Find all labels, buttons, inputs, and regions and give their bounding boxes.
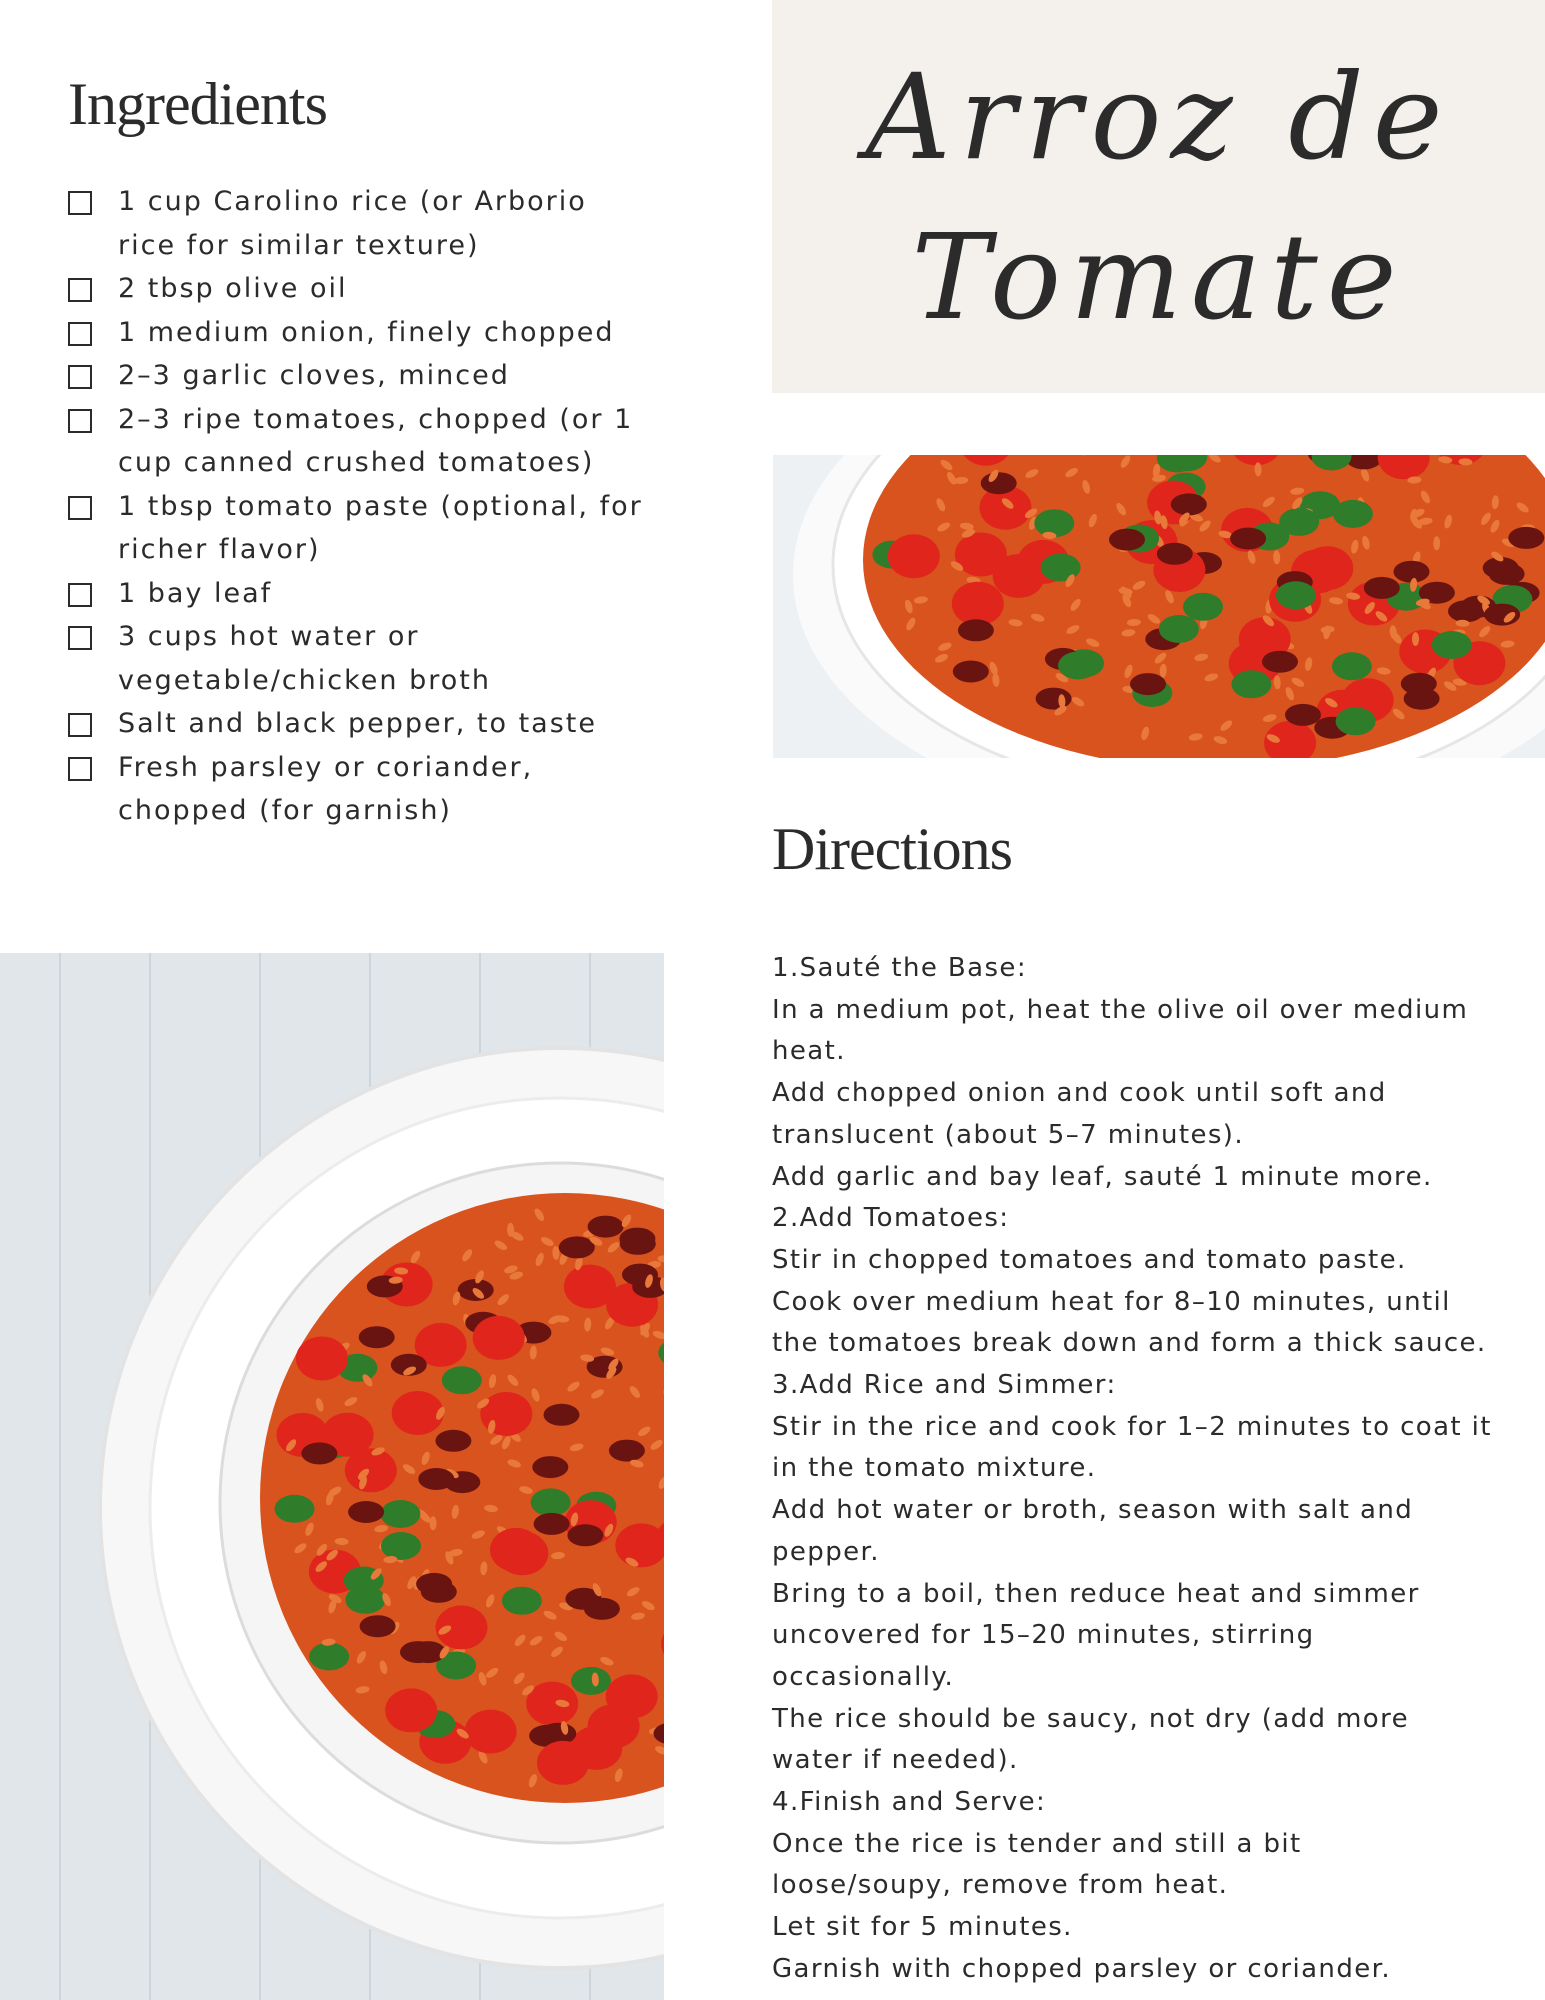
herb-piece xyxy=(1231,670,1271,698)
ingredient-item xyxy=(68,180,668,267)
ingredients-heading: Ingredients xyxy=(68,71,327,137)
ingredient-text xyxy=(118,180,658,267)
ingredients-list xyxy=(68,180,668,833)
bean-piece xyxy=(410,1641,446,1663)
ingredient-text xyxy=(118,311,658,355)
herb-piece xyxy=(1034,509,1074,537)
herb-piece xyxy=(381,1532,421,1560)
bean-piece xyxy=(567,1524,603,1546)
bean-piece xyxy=(435,1430,471,1452)
rice-grain xyxy=(1412,632,1419,646)
herb-piece xyxy=(1336,707,1376,735)
directions-body xyxy=(772,948,1502,1991)
ingredient-line: richer flavor) xyxy=(118,534,321,565)
ingredient-line: 2–3 garlic cloves, minced xyxy=(118,360,510,391)
direction-line: Add garlic and bay leaf, sauté 1 minute more. xyxy=(772,1161,1433,1192)
ingredient-text xyxy=(118,485,658,572)
tomato-piece xyxy=(296,1337,348,1381)
direction-line: Garnish with chopped parsley or coriander. xyxy=(772,1953,1391,1984)
direction-line: translucent (about 5–7 minutes). xyxy=(772,1119,1244,1150)
herb-piece xyxy=(571,1667,611,1695)
bean-piece xyxy=(418,1468,454,1490)
herb-piece xyxy=(1279,508,1319,536)
bean-piece xyxy=(559,1236,595,1258)
bean-piece xyxy=(588,1216,624,1238)
ingredient-text xyxy=(118,354,658,398)
ingredient-checkbox[interactable] xyxy=(68,191,92,215)
direction-line: water if needed). xyxy=(772,1745,1019,1776)
tomato-piece xyxy=(496,1531,548,1575)
ingredient-checkbox[interactable] xyxy=(68,757,92,781)
bean-piece xyxy=(609,1440,645,1462)
direction-line: Stir in the rice and cook for 1–2 minutes to coat it xyxy=(772,1411,1492,1442)
title-line-1: Arroz de xyxy=(865,47,1452,186)
direction-line: Bring to a boil, then reduce heat and simmer xyxy=(772,1578,1420,1609)
bean-piece xyxy=(1262,651,1298,673)
ingredient-item xyxy=(68,398,668,485)
bean-piece xyxy=(958,619,994,641)
bean-piece xyxy=(620,1233,656,1255)
direction-line: Cook over medium heat for 8–10 minutes, until xyxy=(772,1286,1451,1317)
direction-line: The rice should be saucy, not dry (add more xyxy=(772,1703,1410,1734)
directions-heading: Directions xyxy=(772,816,1012,882)
ingredient-item xyxy=(68,615,668,702)
ingredient-checkbox[interactable] xyxy=(68,626,92,650)
direction-line: Add hot water or broth, season with salt and xyxy=(772,1495,1414,1526)
direction-line: 4.Finish and Serve: xyxy=(772,1787,1047,1818)
direction-line: Let sit for 5 minutes. xyxy=(772,1912,1073,1943)
rice-grain xyxy=(430,1516,437,1530)
herb-piece xyxy=(345,1586,385,1614)
title-line-2: Tomate xyxy=(911,207,1406,346)
direction-line: occasionally. xyxy=(772,1661,955,1692)
tomato-piece xyxy=(392,1391,444,1435)
ingredient-item xyxy=(68,267,668,311)
ingredient-text xyxy=(118,572,658,616)
ingredient-line: rice for similar texture) xyxy=(118,229,480,261)
bean-piece xyxy=(1364,577,1400,599)
direction-line: In a medium pot, heat the olive oil over medium xyxy=(772,994,1469,1025)
bean-piece xyxy=(1109,529,1145,551)
direction-line: 2.Add Tomatoes: xyxy=(772,1203,1010,1234)
ingredient-text xyxy=(118,746,658,833)
bean-piece xyxy=(348,1501,384,1523)
ingredient-checkbox[interactable] xyxy=(68,496,92,520)
ingredient-checkbox[interactable] xyxy=(68,278,92,302)
ingredient-line: cup canned crushed tomatoes) xyxy=(118,447,595,478)
bean-piece xyxy=(1394,561,1430,583)
ingredient-item xyxy=(68,746,668,833)
ingredient-line: Fresh parsley or coriander, xyxy=(118,751,534,783)
bean-piece xyxy=(1230,528,1266,550)
direction-line: 3.Add Rice and Simmer: xyxy=(772,1370,1117,1401)
direction-line: in the tomato mixture. xyxy=(772,1453,1097,1484)
direction-line: heat. xyxy=(772,1036,846,1067)
bean-piece xyxy=(359,1326,395,1348)
ingredient-text xyxy=(118,267,658,311)
bean-piece xyxy=(534,1513,570,1535)
dish-photo-bowl xyxy=(0,953,664,2000)
ingredient-line: vegetable/chicken broth xyxy=(118,664,491,696)
bean-piece xyxy=(622,1264,658,1286)
direction-line: pepper. xyxy=(772,1536,880,1567)
bean-piece xyxy=(1036,688,1072,710)
direction-line: loose/soupy, remove from heat. xyxy=(772,1870,1229,1901)
tomato-piece xyxy=(952,582,1004,626)
bean-piece xyxy=(1401,673,1437,695)
tomato-piece xyxy=(588,1704,640,1748)
bean-piece xyxy=(1157,543,1193,565)
ingredient-checkbox[interactable] xyxy=(68,713,92,737)
ingredient-line: 3 cups hot water or xyxy=(118,621,420,652)
ingredient-line: 2 tbsp olive oil xyxy=(118,273,348,304)
herb-piece xyxy=(309,1643,349,1671)
ingredient-text xyxy=(118,615,658,702)
bean-piece xyxy=(1130,673,1166,695)
ingredient-item xyxy=(68,485,668,572)
bean-piece xyxy=(953,661,989,683)
tomato-piece xyxy=(564,1265,616,1309)
ingredient-checkbox[interactable] xyxy=(68,322,92,346)
ingredient-checkbox[interactable] xyxy=(68,409,92,433)
title-box xyxy=(772,0,1545,393)
herb-piece xyxy=(1058,652,1098,680)
direction-line: uncovered for 15–20 minutes, stirring xyxy=(772,1620,1315,1651)
ingredient-text xyxy=(118,702,658,746)
ingredient-checkbox[interactable] xyxy=(68,583,92,607)
bean-piece xyxy=(1489,563,1525,585)
dish-photo-top xyxy=(773,455,1545,758)
ingredient-item xyxy=(68,702,668,746)
herb-piece xyxy=(1332,652,1372,680)
ingredient-item xyxy=(68,311,668,355)
bean-piece xyxy=(532,1456,568,1478)
direction-line: Once the rice is tender and still a bit xyxy=(772,1828,1302,1859)
direction-line: the tomatoes break down and form a thick sauce. xyxy=(772,1328,1487,1359)
herb-piece xyxy=(1183,593,1223,621)
herb-piece xyxy=(1276,581,1316,609)
bean-piece xyxy=(301,1442,337,1464)
ingredient-line: Salt and black pepper, to taste xyxy=(118,708,597,739)
ingredient-text xyxy=(118,398,658,485)
ingredient-line: 1 medium onion, finely chopped xyxy=(118,316,615,348)
bean-piece xyxy=(544,1404,580,1426)
tomato-piece xyxy=(465,1710,517,1754)
ingredient-item xyxy=(68,354,668,398)
ingredient-line: 1 tbsp tomato paste (optional, for xyxy=(118,490,643,522)
herb-piece xyxy=(1432,631,1472,659)
herb-piece xyxy=(380,1500,420,1528)
bean-piece xyxy=(1285,704,1321,726)
bean-piece xyxy=(416,1573,452,1595)
ingredient-line: 1 cup Carolino rice (or Arborio xyxy=(118,186,587,217)
tomato-piece xyxy=(888,534,940,578)
direction-line: Stir in chopped tomatoes and tomato paste. xyxy=(772,1244,1407,1275)
bean-piece xyxy=(1171,493,1207,515)
bean-piece xyxy=(1508,527,1544,549)
direction-line: 1.Sauté the Base: xyxy=(772,953,1027,983)
ingredient-item xyxy=(68,572,668,616)
ingredient-line: chopped (for garnish) xyxy=(118,795,452,826)
ingredient-line: 2–3 ripe tomatoes, chopped (or 1 xyxy=(118,403,634,435)
tomato-piece xyxy=(473,1316,525,1360)
ingredient-line: 1 bay leaf xyxy=(118,577,273,609)
bean-piece xyxy=(981,472,1017,494)
tomato-piece xyxy=(537,1741,589,1785)
ingredient-checkbox[interactable] xyxy=(68,365,92,389)
direction-line: Add chopped onion and cook until soft and xyxy=(772,1078,1387,1109)
herb-piece xyxy=(1159,615,1199,643)
rice-grain xyxy=(1433,536,1440,550)
tomato-piece xyxy=(385,1688,437,1732)
herb-piece xyxy=(531,1488,571,1516)
herb-piece xyxy=(275,1495,315,1523)
herb-piece xyxy=(502,1587,542,1615)
bean-piece xyxy=(360,1615,396,1637)
herb-piece xyxy=(442,1366,482,1394)
